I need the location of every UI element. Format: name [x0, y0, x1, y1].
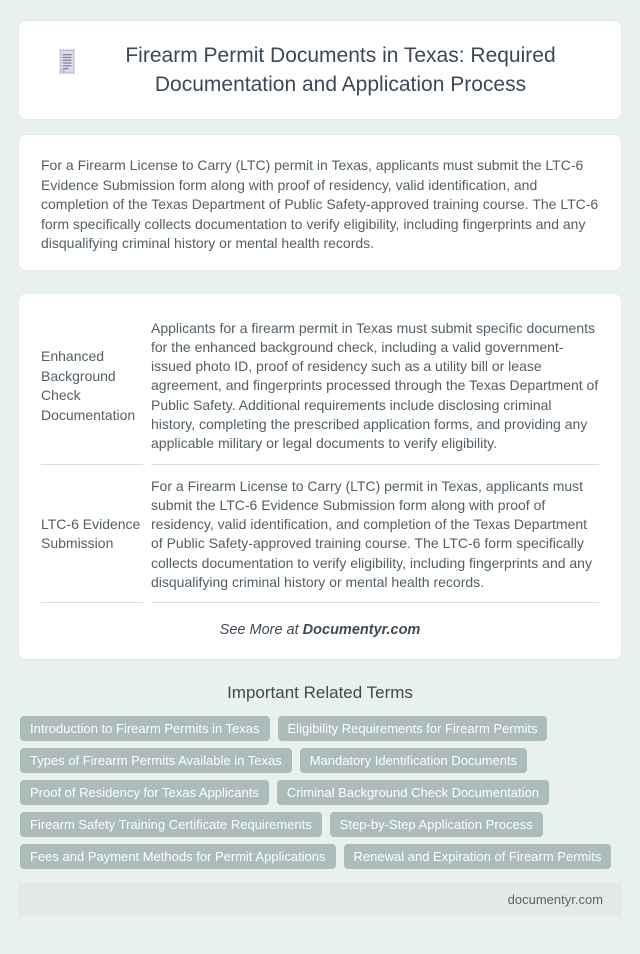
see-more-brand-link[interactable]: Documentyr.com [302, 622, 421, 639]
glossary-term: LTC-6 Evidence Submission [41, 465, 143, 604]
tag-mandatory-identification-documents[interactable]: Mandatory Identification Documents [300, 748, 527, 773]
tag-types-of-firearm-permits[interactable]: Types of Firearm Permits Available in Texas [20, 748, 292, 773]
page-title: Firearm Permit Documents in Texas: Required Documentation and Application Process [125, 44, 556, 96]
tag-safety-training-certificate[interactable]: Firearm Safety Training Certificate Requirements [20, 812, 322, 837]
tag-introduction-to-firearm-permits[interactable]: Introduction to Firearm Permits in Texas [20, 716, 270, 741]
see-more-line [41, 622, 599, 638]
glossary-card [18, 293, 622, 661]
header-card [18, 20, 622, 120]
footer-bar [18, 883, 622, 916]
glossary-term: Enhanced Background Check Documentation [41, 307, 143, 465]
related-terms-heading: Important Related Terms [227, 683, 413, 703]
glossary-definition: Applicants for a firearm permit in Texas must submit specific documents for the enhanced background check, including a valid government-issued photo ID, proof of residency such as a utility bill or lease agreement, and fingerprints processed through the Texas Department of Public Safety. Additional requirements include disclosing criminal history, completing the prescribed application forms, and providing any applicable military or legal documents to verify eligibility. [151, 307, 599, 465]
related-terms-tags [18, 716, 622, 869]
glossary-definition: For a Firearm License to Carry (LTC) permit in Texas, applicants must submit the LTC-6 Evidence Submission form along with proof of residency, valid identification, and completion of the Texas Department of Public Safety-approved training course. The LTC-6 form specifically collects documentation to verify eligibility, including fingerprints and any disqualifying criminal history or mental health records. [151, 465, 599, 604]
see-more-prefix: See More at [219, 622, 303, 639]
receipt-icon [57, 48, 78, 80]
tag-criminal-background-check[interactable]: Criminal Background Check Documentation [277, 780, 549, 805]
intro-card [18, 134, 622, 271]
tag-eligibility-requirements[interactable]: Eligibility Requirements for Firearm Permits [278, 716, 548, 741]
tag-fees-and-payment-methods[interactable]: Fees and Payment Methods for Permit Applications [20, 844, 336, 869]
tag-proof-of-residency[interactable]: Proof of Residency for Texas Applicants [20, 780, 269, 805]
glossary-row [41, 307, 599, 465]
intro-paragraph: For a Firearm License to Carry (LTC) permit in Texas, applicants must submit the LTC-6 Evidence Submission form along with proof of residency, valid identification, and completion of the Texas Department of Public Safety-approved training course. The LTC-6 form specifically collects documentation to verify eligibility, including fingerprints and any disqualifying criminal history or mental health records. [41, 157, 599, 251]
glossary-row [41, 465, 599, 604]
tag-renewal-and-expiration[interactable]: Renewal and Expiration of Firearm Permits [344, 844, 612, 869]
footer-site-link[interactable]: documentyr.com [507, 892, 603, 908]
tag-step-by-step-application[interactable]: Step-by-Step Application Process [330, 812, 543, 837]
